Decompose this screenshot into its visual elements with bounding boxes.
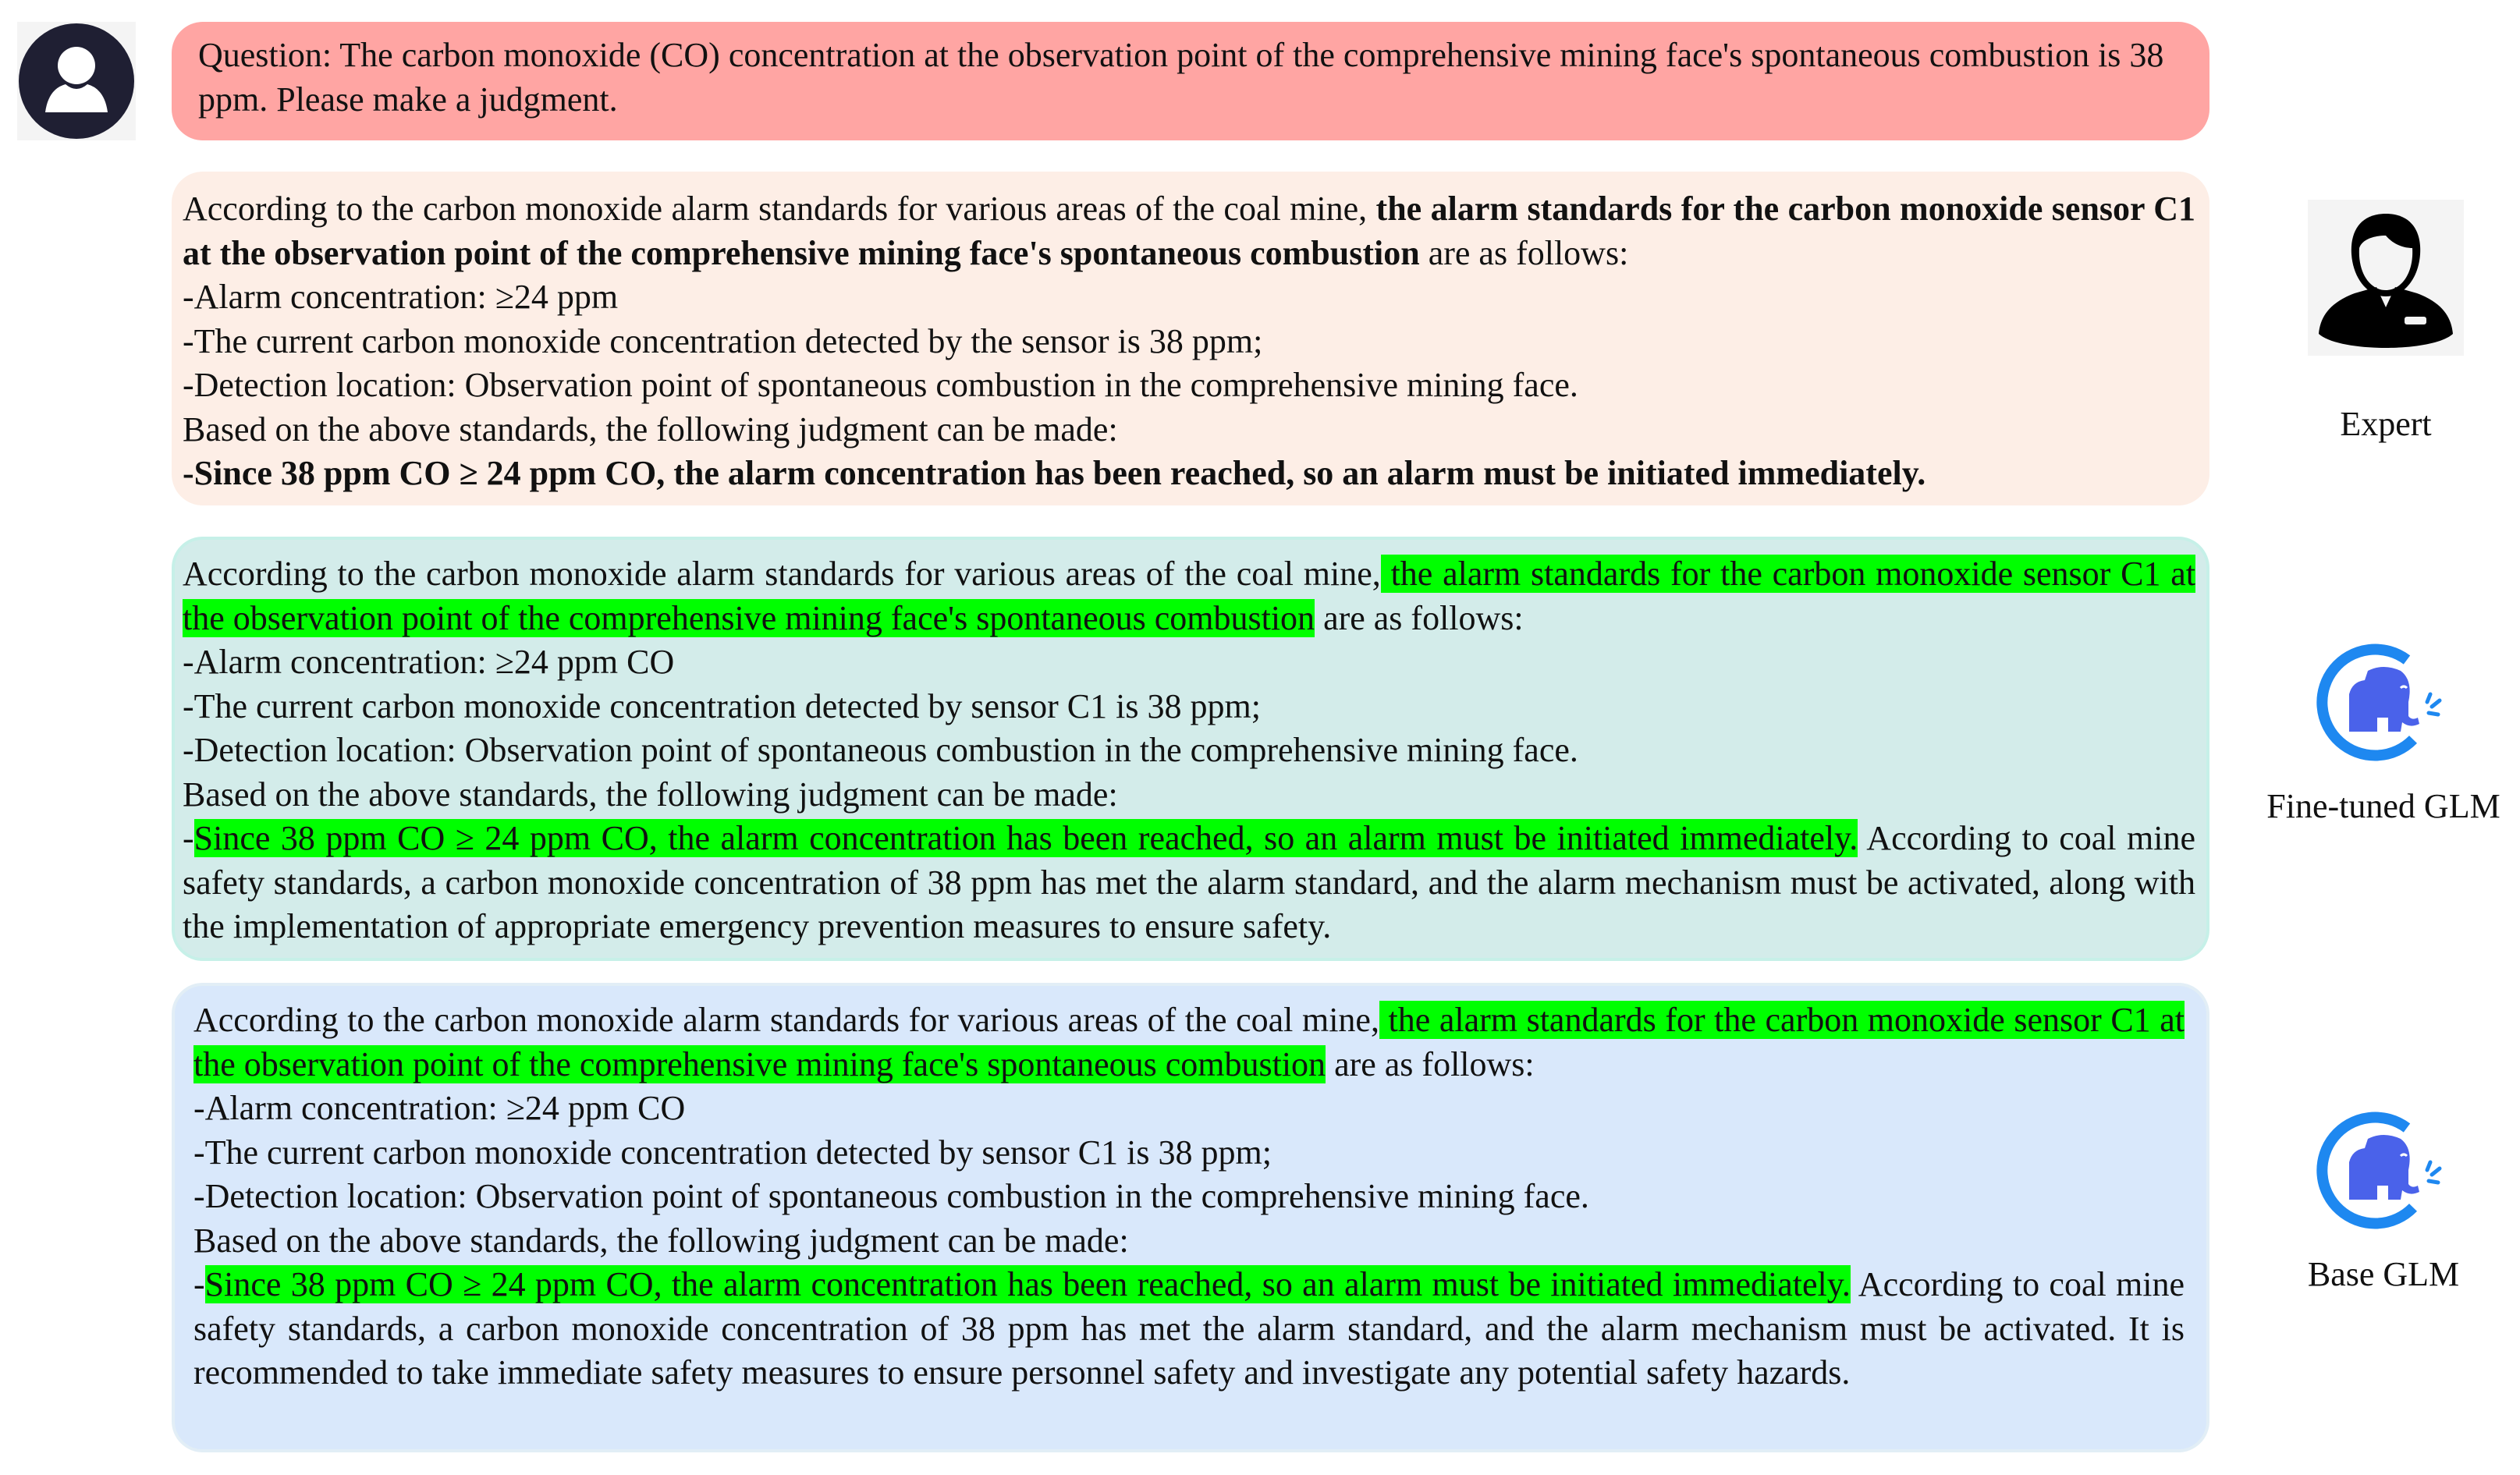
finetuned-answer-box	[172, 537, 2209, 961]
base-label: Base GLM	[2307, 1255, 2460, 1293]
finetuned-intro-tail: are as follows:	[1315, 598, 1524, 637]
expert-label: Expert	[2340, 405, 2432, 443]
expert-avatar	[2308, 200, 2464, 356]
base-conclusion-dash: -	[193, 1265, 205, 1303]
finetuned-line-alarm: -Alarm concentration: ≥24 ppm CO	[183, 643, 675, 681]
finetuned-line-judgment: Based on the above standards, the following judgment can be made:	[183, 775, 1118, 814]
question-text: Question: The carbon monoxide (CO) concentration at the observation point of the comprehensive mining face's spontaneous combustion is 38 ppm. Please make a judgment.	[198, 36, 2164, 119]
finetuned-label: Fine-tuned GLM	[2266, 787, 2500, 825]
elephant-logo-icon	[2313, 640, 2454, 764]
expert-intro-tail: are as follows:	[1419, 233, 1629, 272]
expert-answer-box	[172, 172, 2209, 505]
base-intro-plain: According to the carbon monoxide alarm standards for various areas of the coal mine,	[193, 1001, 1379, 1039]
finetuned-logo	[2313, 640, 2454, 764]
base-intro-tail: are as follows:	[1326, 1044, 1535, 1083]
expert-line-location: -Detection location: Observation point of spontaneous combustion in the comprehensive mining face.	[183, 366, 1578, 404]
finetuned-intro	[183, 552, 2195, 640]
finetuned-conclusion	[183, 817, 2195, 949]
finetuned-intro-plain: According to the carbon monoxide alarm standards for various areas of the coal mine,	[183, 555, 1381, 593]
base-line-judgment: Based on the above standards, the following judgment can be made:	[193, 1221, 1129, 1260]
base-conclusion	[193, 1263, 2185, 1395]
elephant-logo-icon	[2313, 1108, 2454, 1232]
expert-conclusion: -Since 38 ppm CO ≥ 24 ppm CO, the alarm concentration has been reached, so an alarm must be initiated immediately.	[183, 454, 1926, 492]
expert-line-judgment: Based on the above standards, the following judgment can be made:	[183, 410, 1118, 449]
base-answer-box	[172, 983, 2209, 1452]
expert-person-icon	[2308, 200, 2464, 356]
base-conclusion-tail: According to coal mine safety standards, a carbon monoxide concentration of 38 ppm has met the alarm standard, and the alarm mechanism must be activated. It is recommended to take immediate safety measures to ensure personnel safety and investigate any potential safety hazards.	[193, 1265, 2185, 1392]
base-line-current: -The current carbon monoxide concentration detected by sensor C1 is 38 ppm;	[193, 1133, 1272, 1172]
expert-line-alarm: -Alarm concentration: ≥24 ppm	[183, 278, 619, 316]
finetuned-conclusion-tail: According to coal mine safety standards, a carbon monoxide concentration of 38 ppm has met the alarm standard, and the alarm mechanism must be activated, along with the implementation of appropriate emergency prevention measures to ensure safety.	[183, 819, 2195, 945]
base-intro-highlight: the alarm standards for the carbon monoxide sensor C1 at the observation point of the comprehensive mining face's spontaneous combustion	[193, 1001, 2185, 1083]
finetuned-line-location: -Detection location: Observation point of spontaneous combustion in the comprehensive mining face.	[183, 731, 1578, 769]
finetuned-conclusion-highlight: Since 38 ppm CO ≥ 24 ppm CO, the alarm concentration has been reached, so an alarm must be initiated immediately.	[193, 819, 1858, 857]
finetuned-intro-highlight: the alarm standards for the carbon monoxide sensor C1 at the observation point of the comprehensive mining face's spontaneous combustion	[183, 555, 2195, 637]
finetuned-persona	[2259, 640, 2508, 826]
expert-intro	[183, 187, 2195, 275]
question-bubble	[172, 22, 2209, 140]
expert-persona	[2261, 200, 2511, 444]
expert-intro-bold: the alarm standards for the carbon monoxide sensor C1 at the observation point of the comprehensive mining face's spontaneous combustion	[183, 190, 2195, 272]
base-intro	[193, 998, 2185, 1087]
base-persona	[2259, 1108, 2508, 1294]
user-icon	[17, 22, 136, 140]
finetuned-line-current: -The current carbon monoxide concentration detected by sensor C1 is 38 ppm;	[183, 686, 1261, 725]
user-avatar	[17, 22, 136, 140]
expert-line-current: -The current carbon monoxide concentration detected by the sensor is 38 ppm;	[183, 321, 1263, 360]
base-line-alarm: -Alarm concentration: ≥24 ppm CO	[193, 1089, 686, 1127]
base-conclusion-highlight: Since 38 ppm CO ≥ 24 ppm CO, the alarm concentration has been reached, so an alarm must be initiated immediately.	[204, 1265, 1851, 1303]
expert-intro-plain: According to the carbon monoxide alarm standards for various areas of the coal mine,	[183, 190, 1376, 228]
base-logo	[2313, 1108, 2454, 1232]
finetuned-conclusion-dash: -	[183, 819, 194, 857]
base-line-location: -Detection location: Observation point of spontaneous combustion in the comprehensive mining face.	[193, 1177, 1589, 1215]
